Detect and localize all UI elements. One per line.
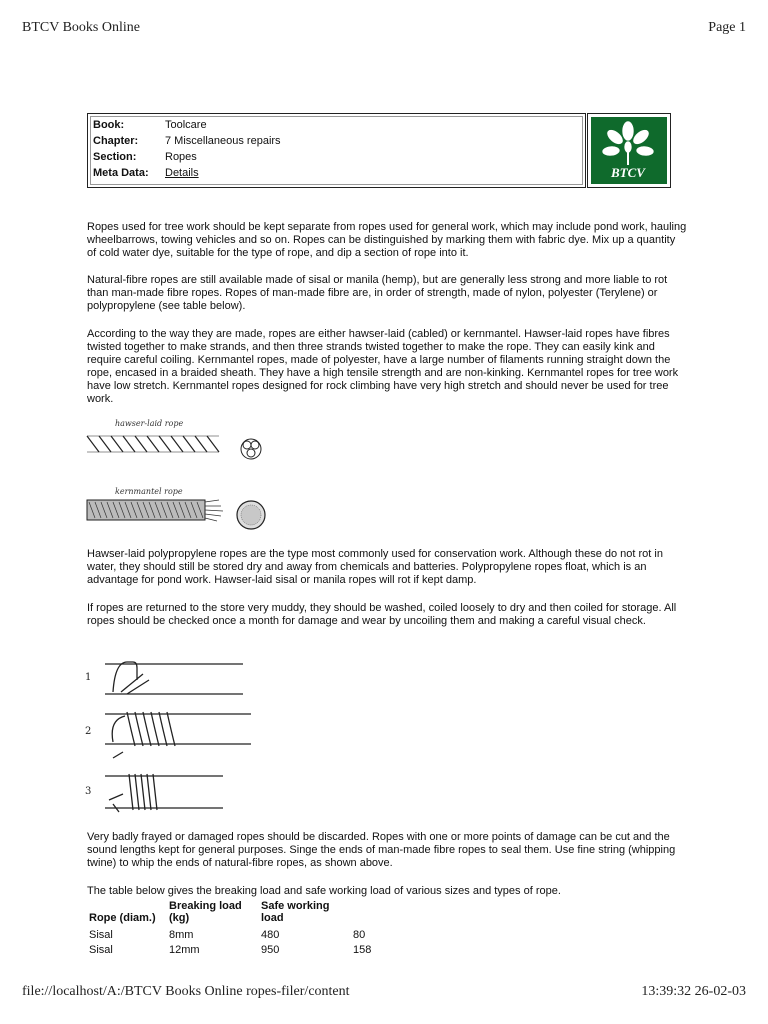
details-link[interactable]: Details (165, 167, 199, 179)
col-breaking-load: Breaking load (kg) (169, 900, 242, 924)
paragraph-3: According to the way they are made, ropes are either hawser-laid (cabled) or kernmantel. Hawser-laid ropes have fibres twisted together to make strands, and then three strands twisted together to make the rope. They can easily kink and require careful coiling. Kernmantel ropes, made of polyester, have a large number of filaments running straight down the rope, encased in a braided sheath. They have a high tensile strength and are non-kinking. Kernmantel ropes for tree work have low stretch. Kernmantel ropes designed for rock climbing have very high stretch and should never be used for tree work. (87, 328, 679, 405)
rope-types-figure (85, 414, 285, 545)
kernmantel-label: kernmantel rope (115, 487, 183, 496)
step-1-label: 1 (85, 672, 92, 683)
table-header-row (87, 900, 397, 926)
btcv-logo (587, 113, 671, 188)
paragraph-7: The table below gives the breaking load and safe working load of various sizes and types of rope. (87, 885, 561, 897)
file-path: file://localhost/A:/BTCV Books Online ropes-filer/content (22, 984, 350, 999)
paragraph-5: If ropes are returned to the store very muddy, they should be washed, coiled loosely to dry and then coiled for storage. All ropes should be checked once a month for damage and wear by uncoiling them and making a careful visual check. (87, 602, 677, 627)
paragraph-6: Very badly frayed or damaged ropes should be discarded. Ropes with one or more points of damage can be cut and the sound lengths kept for general purposes. Singe the ends of man-made fibre ropes to seal them. Use fine string (whipping twine) to whip the ends of natural-fibre ropes, as shown above. (87, 831, 676, 869)
whipping-illustration (83, 652, 263, 822)
col-rope-diam: Rope (diam.) (89, 912, 156, 924)
table-row: Sisal 8mm 480 80 (89, 929, 366, 941)
meta-value: Toolcare (165, 119, 207, 131)
logo-background (591, 117, 667, 184)
page-number: Page 1 (708, 20, 746, 35)
site-title: BTCV Books Online (22, 20, 140, 35)
kernmantel-cross-section (237, 501, 265, 529)
paragraph-4: Hawser-laid polypropylene ropes are the type most commonly used for conservation work. Although these do not rot in water, they should still be stored dry and away from chemicals and batteries. Polypropylene ropes float, which is an advantage for pond work. Hawser-laid sisal or manila ropes will rot if kept damp. (87, 548, 663, 586)
rope-illustration (85, 414, 285, 540)
step-2-label: 2 (85, 726, 92, 737)
whipping-step-2 (105, 712, 251, 758)
hawser-cross-section (241, 439, 261, 459)
col-safe-working-load: Safe working load (261, 900, 330, 924)
kernmantel-rope (87, 500, 223, 521)
print-timestamp: 13:39:32 26-02-03 (641, 984, 746, 999)
paragraph-2: Natural-fibre ropes are still available made of sisal or manila (hemp), but are generally less strong and more liable to rot than man-made fibre ropes. Ropes of man-made fibre are, in order of strength, made of nylon, polyester (Terylene) or polypropylene (see table below). (87, 274, 668, 312)
meta-value: 7 Miscellaneous repairs (165, 135, 281, 147)
meta-box (87, 113, 586, 188)
meta-key: Meta Data: (93, 167, 149, 179)
hawser-laid-label: hawser-laid rope (115, 419, 184, 428)
hawser-laid-rope (87, 436, 219, 452)
leaf-logo-icon (591, 117, 665, 182)
table-row: Sisal 12mm 950 158 (89, 944, 372, 956)
rope-load-table (87, 900, 397, 956)
step-3-label: 3 (85, 786, 92, 797)
meta-key: Chapter: (93, 135, 139, 147)
col-extra (351, 900, 397, 926)
meta-key: Book: (93, 119, 125, 131)
logo-text: BTCV (611, 165, 645, 180)
whipping-step-1 (105, 662, 243, 694)
meta-value: Ropes (165, 151, 197, 163)
whipping-step-3 (105, 774, 223, 812)
meta-key: Section: (93, 151, 137, 163)
whipping-figure (83, 652, 263, 827)
paragraph-1: Ropes used for tree work should be kept separate from ropes used for general work, which may include pond work, hauling wheelbarrows, towing vehicles and so on. Ropes can be distinguished by marking them with fabric dye. Mix up a quantity of cold water dye, suitable for the type of rope, and dip a section of rope into it. (87, 221, 687, 259)
